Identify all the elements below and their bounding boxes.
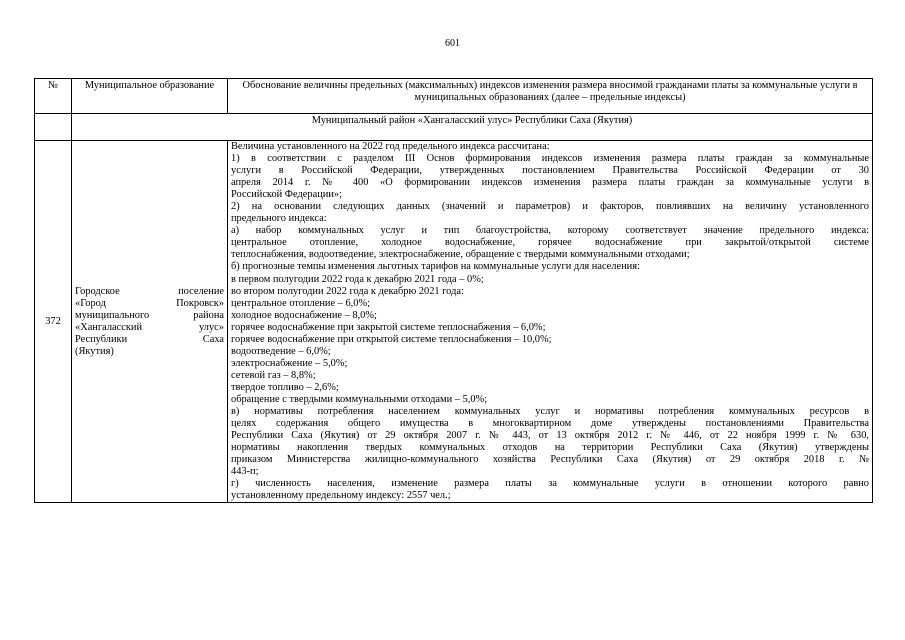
row-municipality xyxy=(72,141,228,503)
justification-line: центральное отопление – 6,0%; xyxy=(231,297,370,309)
justification-line: г) численность населения, изменение размера платы за коммунальные услуги в отношении которого равно xyxy=(231,478,869,490)
justification-line: апреля 2014 г. № 400 «О формировании индексов изменения размера платы граждан за коммунальные услуги в xyxy=(231,177,869,189)
municipality-line: муниципального района xyxy=(75,309,224,321)
header-justification: Обоснование величины предельных (максимальных) индексов изменения размера вносимой гражданами платы за коммунальные услуги в муниципальных образованиях (далее – предельные индексы) xyxy=(228,79,873,114)
justification-line: сетевой газ – 8,8%; xyxy=(231,369,316,381)
justification-line: приказом Министерства жилищно-коммунального хозяйства Республики Саха (Якутия) от 29 октября 2018 г. № xyxy=(231,454,869,466)
municipality-line: (Якутия) xyxy=(75,345,114,357)
justification-line: во втором полугодии 2022 года к декабрю 2021 года: xyxy=(231,285,464,297)
justification-line: а) набор коммунальных услуг и тип благоустройства, которому соответствует значение предельного индекса: xyxy=(231,225,869,237)
justification-line: в первом полугодии 2022 года к декабрю 2021 года – 0%; xyxy=(231,273,484,285)
justification-line: центральное отопление, холодное водоснабжение, горячее водоснабжение при закрытой/открытой системе xyxy=(231,237,869,249)
justification-line: Величина установленного на 2022 год предельного индекса рассчитана: xyxy=(231,141,550,152)
table-row xyxy=(35,141,873,503)
justification-line: 443-п; xyxy=(231,466,259,478)
justification-line: теплоснабжения, водоотведение, электроснабжение, обращение с твердыми коммунальными отходами; xyxy=(231,249,690,261)
justification-line: 2) на основании следующих данных (значений и параметров) и факторов, повлиявших на величину установленного xyxy=(231,201,869,213)
header-number: № xyxy=(35,79,72,114)
justification-line: услуги в Российской Федерации, утвержденных постановлением Правительства Российской Федерации от 30 xyxy=(231,165,869,177)
justification-line: электроснабжение – 5,0%; xyxy=(231,357,348,369)
municipality-line: Городское поселение xyxy=(75,285,224,297)
header-municipality: Муниципальное образование xyxy=(72,79,228,114)
index-justification-table xyxy=(34,78,873,503)
municipality-line: «Хангаласский улус» xyxy=(75,321,224,333)
justification-line: Российской Федерации»; xyxy=(231,189,342,201)
justification-line: предельного индекса: xyxy=(231,213,327,225)
justification-line: нормативы накопления твердых коммунальных отходов на территории Республики Саха (Якутия) утверждены xyxy=(231,442,869,454)
justification-line: твердое топливо – 2,6%; xyxy=(231,381,339,393)
table-header-row xyxy=(35,79,873,114)
municipality-line: «Город Покровск» xyxy=(75,297,224,309)
justification-line: б) прогнозные темпы изменения льготных тарифов на коммунальные услуги для населения: xyxy=(231,261,640,273)
justification-line: 1) в соответствии с разделом III Основ формирования индексов изменения размера платы граждан за коммунальные xyxy=(231,153,869,165)
justification-line: горячее водоснабжение при открытой системе теплоснабжения – 10,0%; xyxy=(231,333,552,345)
district-title: Муниципальный район «Хангаласский улус» Республики Саха (Якутия) xyxy=(72,114,873,141)
page-number: 601 xyxy=(445,38,460,49)
justification-line: Республики Саха (Якутия) от 29 октября 2007 г. № 443, от 13 октября 2012 г. № 446, от 22 ноября 1999 г. № 630, xyxy=(231,430,869,442)
justification-line: водоотведение – 6,0%; xyxy=(231,345,331,357)
justification-line: горячее водоснабжение при закрытой системе теплоснабжения – 6,0%; xyxy=(231,321,546,333)
justification-line: холодное водоснабжение – 8,0%; xyxy=(231,309,377,321)
district-empty-cell xyxy=(35,114,72,141)
row-justification xyxy=(228,141,873,503)
municipality-line: Республики Саха xyxy=(75,333,224,345)
justification-line: в) нормативы потребления населением коммунальных услуг и нормативы потребления коммунальных ресурсов в xyxy=(231,406,869,418)
justification-line: установленному предельному индексу: 2557 чел.; xyxy=(231,490,451,502)
justification-line: обращение с твердыми коммунальными отходами – 5,0%; xyxy=(231,393,488,405)
district-row xyxy=(35,114,873,141)
row-number: 372 xyxy=(35,141,72,503)
justification-line: целях содержания общего имущества в многоквартирном доме утверждены постановлениями Правительства xyxy=(231,418,869,430)
